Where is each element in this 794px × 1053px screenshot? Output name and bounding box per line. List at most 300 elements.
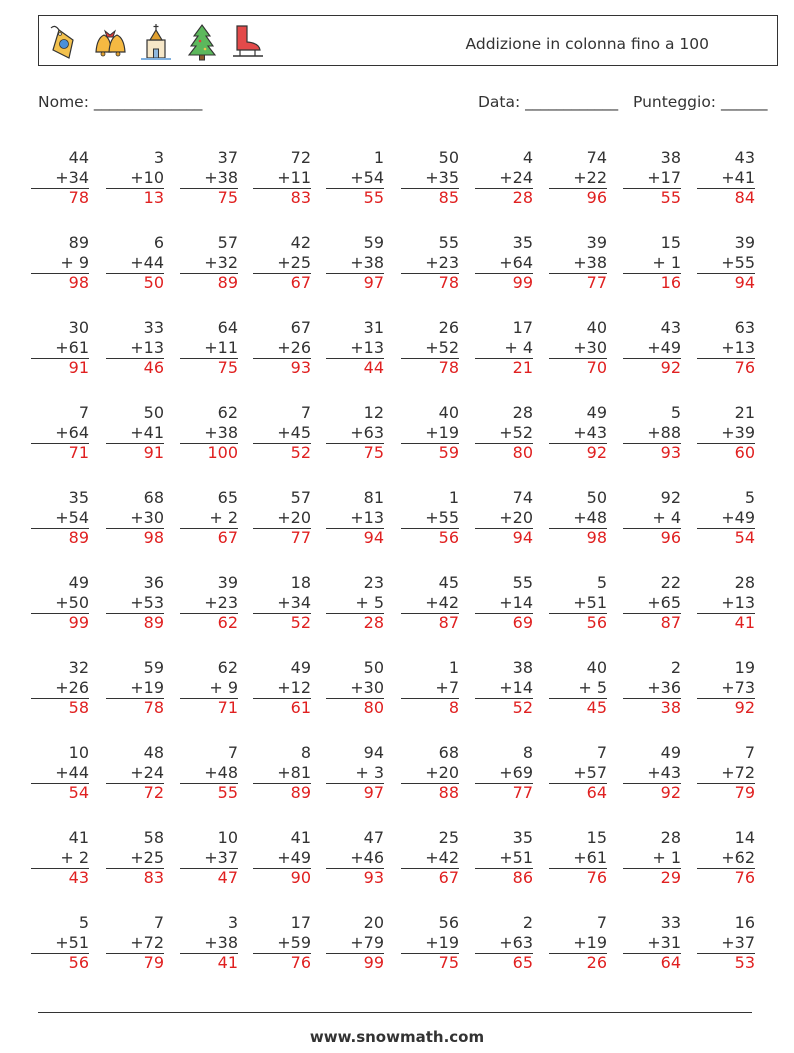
gift-tag-icon [47,22,85,62]
addend-top: 7 [744,743,755,762]
addend-top: 35 [68,488,89,507]
answer-sum: 93 [290,358,311,377]
score-field-label: Punteggio: ______ [633,93,768,111]
addition-problem [182,488,238,560]
addend-top: 28 [660,828,681,847]
addend-top: 49 [586,403,607,422]
addition-problem [699,148,755,220]
answer-sum: 52 [290,443,311,462]
answer-sum: 94 [363,528,384,547]
addend-bottom: +23 [425,252,459,272]
addend-bottom: + 5 [578,677,607,697]
addend-bottom: +57 [573,762,607,782]
addition-problem [182,148,238,220]
addend-bottom: +38 [204,422,238,442]
addition-problem [108,318,164,390]
addition-problem [182,913,238,985]
addend-bottom: +19 [573,932,607,952]
addend-bottom: +52 [499,422,533,442]
addend-bottom: +43 [647,762,681,782]
addend-bottom: +25 [277,252,311,272]
answer-sum: 84 [734,188,755,207]
addend-bottom: +73 [721,677,755,697]
addend-bottom: +30 [130,507,164,527]
addend-bottom: +13 [130,337,164,357]
addend-top: 50 [363,658,384,677]
addend-bottom: +49 [647,337,681,357]
addend-bottom: +32 [204,252,238,272]
addend-bottom: +46 [350,847,384,867]
addend-top: 44 [68,148,89,167]
addend-bottom: +65 [647,592,681,612]
addend-top: 45 [438,573,459,592]
addition-problem [477,233,533,305]
addend-top: 39 [734,233,755,252]
addend-top: 68 [438,743,459,762]
addend-top: 68 [143,488,164,507]
addend-top: 5 [596,573,607,592]
answer-sum: 85 [438,188,459,207]
addition-problem [551,658,607,730]
answer-sum: 93 [660,443,681,462]
addend-top: 62 [217,658,238,677]
answer-sum: 46 [143,358,164,377]
addition-problem [328,828,384,900]
addition-problem [328,488,384,560]
answer-sum: 75 [363,443,384,462]
answer-sum: 72 [143,783,164,802]
addition-problem [255,573,311,645]
addition-problem [699,828,755,900]
addend-top: 42 [290,233,311,252]
addition-problem [33,488,89,560]
addend-top: 56 [438,913,459,932]
answer-sum: 28 [363,613,384,632]
addend-top: 32 [68,658,89,677]
addition-problem [328,658,384,730]
addend-top: 59 [363,233,384,252]
addend-top: 20 [363,913,384,932]
addend-bottom: +50 [55,592,89,612]
answer-sum: 52 [290,613,311,632]
addition-problem [182,658,238,730]
addend-top: 50 [586,488,607,507]
addend-bottom: +55 [721,252,755,272]
addition-problem [328,318,384,390]
answer-sum: 8 [448,698,459,717]
addition-problem [182,573,238,645]
addend-bottom: +39 [721,422,755,442]
answer-sum: 99 [68,613,89,632]
addend-top: 28 [512,403,533,422]
addition-problem [182,233,238,305]
answer-sum: 86 [512,868,533,887]
addend-top: 18 [290,573,311,592]
addition-problem [625,403,681,475]
addend-top: 7 [153,913,164,932]
addition-problem [477,913,533,985]
answer-sum: 77 [512,783,533,802]
addition-problem [625,913,681,985]
answer-sum: 64 [586,783,607,802]
addend-top: 58 [143,828,164,847]
addend-top: 35 [512,233,533,252]
answer-sum: 78 [438,358,459,377]
answer-sum: 26 [586,953,607,972]
addition-problem [255,318,311,390]
answer-sum: 38 [660,698,681,717]
ice-skate-icon [229,22,267,62]
answer-sum: 76 [290,953,311,972]
addend-top: 1 [373,148,384,167]
answer-sum: 89 [217,273,238,292]
addend-top: 38 [660,148,681,167]
addend-top: 8 [300,743,311,762]
addend-top: 49 [290,658,311,677]
addend-bottom: +69 [499,762,533,782]
addend-bottom: +30 [573,337,607,357]
addend-bottom: +26 [55,677,89,697]
addend-top: 37 [217,148,238,167]
addend-top: 40 [586,658,607,677]
addition-problem [328,743,384,815]
addend-bottom: +26 [277,337,311,357]
answer-sum: 92 [660,783,681,802]
addend-top: 2 [670,658,681,677]
addend-bottom: + 2 [60,847,89,867]
addend-top: 31 [363,318,384,337]
addition-problem [33,148,89,220]
addition-problem [403,828,459,900]
addition-problem [403,233,459,305]
addition-problem [477,318,533,390]
church-icon [137,22,175,62]
addition-problem [477,828,533,900]
addend-bottom: +19 [425,422,459,442]
answer-sum: 56 [68,953,89,972]
addend-top: 7 [596,913,607,932]
addition-problem [551,148,607,220]
addition-problem [108,743,164,815]
addend-bottom: +54 [55,507,89,527]
addition-problem [625,488,681,560]
addition-problem [328,148,384,220]
addend-top: 12 [363,403,384,422]
addition-problem [182,403,238,475]
answer-sum: 91 [68,358,89,377]
addition-problem [699,488,755,560]
addend-bottom: +61 [573,847,607,867]
answer-sum: 52 [512,698,533,717]
addend-bottom: + 3 [355,762,384,782]
addend-top: 33 [143,318,164,337]
addend-bottom: +55 [425,507,459,527]
answer-sum: 99 [363,953,384,972]
addition-problem [551,488,607,560]
addend-bottom: +44 [55,762,89,782]
addend-bottom: +51 [499,847,533,867]
addend-bottom: +61 [55,337,89,357]
addend-bottom: +53 [130,592,164,612]
addend-top: 30 [68,318,89,337]
addition-problem [182,828,238,900]
addition-problem [625,743,681,815]
addition-problem [33,573,89,645]
answer-sum: 55 [217,783,238,802]
addition-problem [403,318,459,390]
answer-sum: 47 [217,868,238,887]
addend-bottom: +42 [425,847,459,867]
answer-sum: 77 [586,273,607,292]
answer-sum: 55 [660,188,681,207]
addition-problem [255,488,311,560]
addition-problem [625,828,681,900]
addition-problem [403,573,459,645]
addition-problem [108,658,164,730]
answer-sum: 56 [586,613,607,632]
addend-top: 16 [734,913,755,932]
addition-problem [108,488,164,560]
answer-sum: 88 [438,783,459,802]
addend-top: 2 [522,913,533,932]
addition-problem [625,318,681,390]
addition-problem [625,573,681,645]
answer-sum: 61 [290,698,311,717]
christmas-bells-icon [91,22,129,62]
addition-problem [328,403,384,475]
answer-sum: 44 [363,358,384,377]
answer-sum: 98 [68,273,89,292]
addition-problem [699,743,755,815]
addition-problem [699,233,755,305]
addition-problem [33,743,89,815]
addend-top: 55 [512,573,533,592]
addend-bottom: + 9 [209,677,238,697]
addition-problem [551,233,607,305]
addition-problem [108,913,164,985]
addition-problem [551,743,607,815]
addition-problem [328,573,384,645]
answer-sum: 92 [734,698,755,717]
addend-top: 39 [217,573,238,592]
addend-top: 1 [448,658,459,677]
addition-problem [699,573,755,645]
answer-sum: 67 [290,273,311,292]
answer-sum: 67 [438,868,459,887]
addend-top: 7 [227,743,238,762]
answer-sum: 94 [512,528,533,547]
addend-bottom: +7 [435,677,459,697]
addend-bottom: +38 [350,252,384,272]
answer-sum: 60 [734,443,755,462]
addend-bottom: +64 [55,422,89,442]
addition-problem [108,828,164,900]
answer-sum: 87 [438,613,459,632]
worksheet-title: Addizione in colonna fino a 100 [465,35,709,53]
addend-top: 63 [734,318,755,337]
addend-top: 7 [300,403,311,422]
answer-sum: 41 [217,953,238,972]
addend-bottom: +38 [204,167,238,187]
addend-bottom: +12 [277,677,311,697]
addend-top: 19 [734,658,755,677]
addend-bottom: +13 [721,592,755,612]
addend-bottom: +38 [204,932,238,952]
addend-bottom: +44 [130,252,164,272]
addend-top: 8 [522,743,533,762]
addend-bottom: +88 [647,422,681,442]
addition-problem [403,913,459,985]
addition-problem [255,233,311,305]
answer-sum: 78 [143,698,164,717]
addend-bottom: +49 [277,847,311,867]
addition-problem [699,913,755,985]
addition-problem [108,233,164,305]
addend-top: 22 [660,573,681,592]
answer-sum: 83 [290,188,311,207]
addend-bottom: +79 [350,932,384,952]
answer-sum: 90 [290,868,311,887]
answer-sum: 67 [217,528,238,547]
addend-top: 5 [670,403,681,422]
answer-sum: 58 [68,698,89,717]
addition-problem [551,573,607,645]
addition-problem [33,403,89,475]
addition-problem [255,148,311,220]
addend-top: 59 [143,658,164,677]
addend-bottom: +14 [499,677,533,697]
addend-top: 72 [290,148,311,167]
addition-problem [108,403,164,475]
addend-bottom: +10 [130,167,164,187]
addend-top: 4 [522,148,533,167]
addition-problem [182,318,238,390]
addend-top: 55 [438,233,459,252]
addend-bottom: +13 [721,337,755,357]
answer-sum: 59 [438,443,459,462]
addend-bottom: +30 [350,677,384,697]
christmas-tree-icon [183,22,221,62]
name-field-label: Nome: ______________ [38,93,203,111]
addition-problem [255,743,311,815]
addend-bottom: +17 [647,167,681,187]
addition-problem [33,828,89,900]
addend-bottom: +59 [277,932,311,952]
addend-top: 35 [512,828,533,847]
answer-sum: 43 [68,868,89,887]
addition-problem [699,318,755,390]
addition-problem [551,318,607,390]
addition-problem [255,403,311,475]
answer-sum: 71 [68,443,89,462]
answer-sum: 16 [660,273,681,292]
addend-top: 17 [512,318,533,337]
addend-top: 49 [660,743,681,762]
addend-top: 41 [68,828,89,847]
addend-bottom: +62 [721,847,755,867]
addend-top: 10 [68,743,89,762]
addend-top: 14 [734,828,755,847]
addition-problem [255,658,311,730]
answer-sum: 56 [438,528,459,547]
addend-top: 33 [660,913,681,932]
addend-top: 7 [78,403,89,422]
addend-bottom: + 1 [652,252,681,272]
addition-problem [477,488,533,560]
answer-sum: 50 [143,273,164,292]
addition-problem [33,233,89,305]
answer-sum: 69 [512,613,533,632]
addend-bottom: +20 [425,762,459,782]
addition-problem [699,403,755,475]
addend-bottom: + 4 [504,337,533,357]
addition-problem [403,488,459,560]
addend-top: 15 [586,828,607,847]
answer-sum: 98 [143,528,164,547]
addend-top: 5 [744,488,755,507]
addend-bottom: +64 [499,252,533,272]
addend-bottom: +24 [130,762,164,782]
answer-sum: 75 [217,358,238,377]
addend-bottom: + 1 [652,847,681,867]
addition-problem [403,148,459,220]
addition-problem [477,148,533,220]
answer-sum: 54 [68,783,89,802]
addend-top: 38 [512,658,533,677]
answer-sum: 96 [660,528,681,547]
addition-problem [477,573,533,645]
addend-top: 81 [363,488,384,507]
addend-bottom: +24 [499,167,533,187]
addend-top: 26 [438,318,459,337]
addend-top: 47 [363,828,384,847]
answer-sum: 98 [586,528,607,547]
addition-problem [403,403,459,475]
addend-bottom: +22 [573,167,607,187]
addend-top: 89 [68,233,89,252]
addend-top: 64 [217,318,238,337]
addend-top: 43 [734,148,755,167]
addend-bottom: +63 [499,932,533,952]
addend-top: 67 [290,318,311,337]
addition-problem [477,743,533,815]
answer-sum: 99 [512,273,533,292]
addition-problem [33,913,89,985]
footer-divider [38,1012,752,1013]
addend-top: 50 [438,148,459,167]
addend-top: 17 [290,913,311,932]
answer-sum: 79 [734,783,755,802]
addend-bottom: + 4 [652,507,681,527]
addend-top: 1 [448,488,459,507]
answer-sum: 21 [512,358,533,377]
addend-top: 10 [217,828,238,847]
answer-sum: 89 [143,613,164,632]
answer-sum: 76 [586,868,607,887]
addend-bottom: +43 [573,422,607,442]
addend-bottom: + 5 [355,592,384,612]
answer-sum: 92 [660,358,681,377]
addend-top: 43 [660,318,681,337]
addition-problem [255,828,311,900]
addition-problem [551,913,607,985]
answer-sum: 76 [734,868,755,887]
addend-bottom: +72 [130,932,164,952]
answer-sum: 65 [512,953,533,972]
answer-sum: 75 [438,953,459,972]
addend-top: 6 [153,233,164,252]
addend-bottom: +31 [647,932,681,952]
